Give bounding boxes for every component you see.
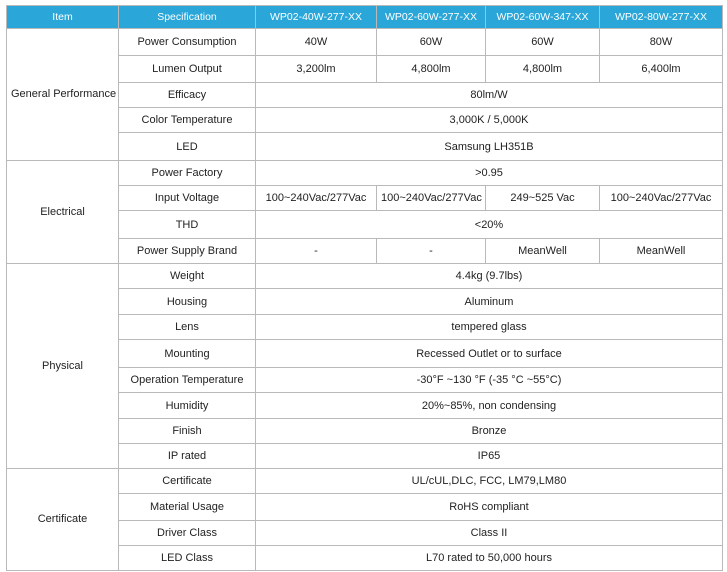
spec-value: 4.4kg (9.7lbs) — [256, 264, 723, 289]
spec-name: Lumen Output — [119, 56, 256, 83]
spec-name: IP rated — [119, 444, 256, 469]
spec-name: Certificate — [119, 469, 256, 494]
model-header: WP02-60W-347-XX — [486, 6, 600, 29]
spec-value: Samsung LH351B — [256, 133, 723, 161]
spec-value: IP65 — [256, 444, 723, 469]
spec-name: LED Class — [119, 546, 256, 571]
group-label: General Performance — [7, 29, 119, 161]
spec-value: 249~525 Vac — [486, 186, 600, 211]
spec-name: THD — [119, 211, 256, 239]
spec-value: 80lm/W — [256, 83, 723, 108]
spec-value: - — [256, 239, 377, 264]
spec-value: tempered glass — [256, 315, 723, 340]
model-header: WP02-40W-277-XX — [256, 6, 377, 29]
model-header: WP02-80W-277-XX — [600, 6, 723, 29]
spec-value: 80W — [600, 29, 723, 56]
spec-value: Class II — [256, 521, 723, 546]
spec-name: Power Factory — [119, 161, 256, 186]
table-row — [7, 161, 723, 186]
specification-header: Specification — [119, 6, 256, 29]
spec-value: 3,200lm — [256, 56, 377, 83]
spec-name: Lens — [119, 315, 256, 340]
spec-value: -30°F ~130 °F (-35 °C ~55°C) — [256, 368, 723, 393]
table-row — [7, 264, 723, 289]
spec-name: Mounting — [119, 340, 256, 368]
spec-value: MeanWell — [486, 239, 600, 264]
spec-value: 60W — [486, 29, 600, 56]
spec-value: 60W — [377, 29, 486, 56]
spec-name: Power Supply Brand — [119, 239, 256, 264]
spec-value: MeanWell — [600, 239, 723, 264]
spec-name: Efficacy — [119, 83, 256, 108]
group-label: Certificate — [7, 469, 119, 571]
spec-value: 100~240Vac/277Vac — [600, 186, 723, 211]
spec-value: 4,800lm — [486, 56, 600, 83]
group-label: Physical — [7, 264, 119, 469]
spec-name: Material Usage — [119, 494, 256, 521]
item-header: Item — [7, 6, 119, 29]
spec-value: RoHS compliant — [256, 494, 723, 521]
spec-value: >0.95 — [256, 161, 723, 186]
spec-name: Humidity — [119, 393, 256, 419]
spec-value: 40W — [256, 29, 377, 56]
spec-value: 3,000K / 5,000K — [256, 108, 723, 133]
spec-value: 100~240Vac/277Vac — [256, 186, 377, 211]
table-row — [7, 469, 723, 494]
spec-value: 4,800lm — [377, 56, 486, 83]
spec-value: L70 rated to 50,000 hours — [256, 546, 723, 571]
spec-value: 20%~85%, non condensing — [256, 393, 723, 419]
spec-name: Weight — [119, 264, 256, 289]
spec-value: Recessed Outlet or to surface — [256, 340, 723, 368]
spec-value: 100~240Vac/277Vac — [377, 186, 486, 211]
spec-name: Finish — [119, 419, 256, 444]
spec-name: Driver Class — [119, 521, 256, 546]
spec-name: Color Temperature — [119, 108, 256, 133]
spec-name: Operation Temperature — [119, 368, 256, 393]
spec-name: LED — [119, 133, 256, 161]
spec-name: Input Voltage — [119, 186, 256, 211]
spec-value: Bronze — [256, 419, 723, 444]
spec-value: UL/cUL,DLC, FCC, LM79,LM80 — [256, 469, 723, 494]
model-header: WP02-60W-277-XX — [377, 6, 486, 29]
spec-value: <20% — [256, 211, 723, 239]
spec-value: - — [377, 239, 486, 264]
spec-table — [6, 5, 723, 571]
spec-name: Housing — [119, 289, 256, 315]
group-label: Electrical — [7, 161, 119, 264]
table-row — [7, 29, 723, 56]
header-row — [7, 6, 723, 29]
spec-name: Power Consumption — [119, 29, 256, 56]
spec-value: Aluminum — [256, 289, 723, 315]
spec-value: 6,400lm — [600, 56, 723, 83]
